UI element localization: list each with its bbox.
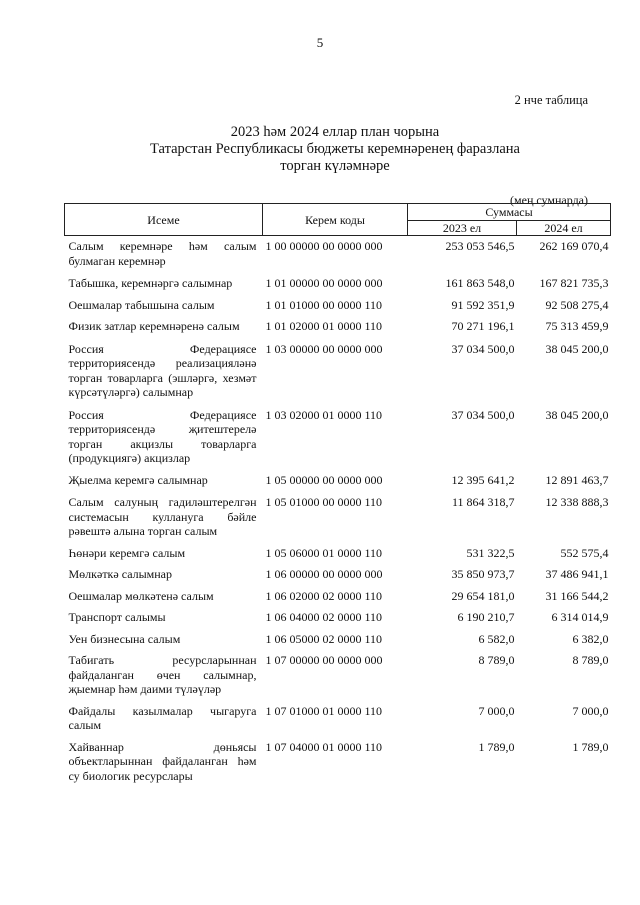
table-row xyxy=(65,236,611,269)
row-code: 1 06 00000 00 0000 000 xyxy=(265,567,383,581)
table-row xyxy=(65,312,611,334)
row-name: Оешмалар мөлкәтенә салым xyxy=(68,588,214,603)
row-name: Россия Федерациясе территориясендә җитештерелә торган акцизлы товарларга (продукциягә) акцизлар xyxy=(68,407,257,465)
row-value-2023: 1 789,0 xyxy=(478,739,515,754)
row-code: 1 06 02000 02 0000 110 xyxy=(265,588,383,603)
row-value-2024: 12 338 888,3 xyxy=(545,495,609,509)
row-code: 1 05 06000 01 0000 110 xyxy=(265,545,383,560)
row-name: Уен бизнесына салым xyxy=(68,631,181,646)
row-name: Һөнәри керемгә салым xyxy=(68,545,186,560)
row-name: Транспорт салымы xyxy=(68,610,166,624)
row-value-2024: 38 045 200,0 xyxy=(545,407,609,422)
row-value-2023: 161 863 548,0 xyxy=(445,276,515,290)
row-code: 1 05 00000 00 0000 000 xyxy=(265,472,383,487)
row-value-2024: 31 166 544,2 xyxy=(545,588,609,603)
document-title xyxy=(60,124,610,175)
row-value-2023: 8 789,0 xyxy=(478,653,515,667)
row-value-2023: 253 053 546,5 xyxy=(445,239,515,253)
row-name: Салым керемнәре һәм салым булмаган керемнәр xyxy=(68,239,257,268)
revenue-table xyxy=(64,203,611,783)
row-value-2024: 75 313 459,9 xyxy=(545,319,609,333)
row-name: Табышка, керемнәргә салымнар xyxy=(68,276,233,290)
table-row xyxy=(65,539,611,561)
row-value-2023: 70 271 196,1 xyxy=(451,319,515,333)
header-name: Исеме xyxy=(65,204,263,236)
row-value-2024: 1 789,0 xyxy=(572,739,609,754)
table-row xyxy=(65,625,611,647)
row-value-2024: 12 891 463,7 xyxy=(545,472,609,487)
row-value-2023: 531 322,5 xyxy=(466,545,515,560)
row-name: Россия Федерациясе территориясендә реализацияләнә торган товарларга (эшләргә, хезмәт күрсәтүләргә) салымнар xyxy=(68,341,257,399)
table-row xyxy=(65,582,611,604)
table-row xyxy=(65,603,611,625)
units-label: (мең сумнарда) xyxy=(510,193,588,207)
row-value-2024: 8 789,0 xyxy=(572,653,609,667)
table-row xyxy=(65,334,611,400)
row-code: 1 05 01000 00 0000 110 xyxy=(265,495,383,509)
row-value-2024: 6 314 014,9 xyxy=(551,610,609,624)
header-code: Керем коды xyxy=(263,204,408,236)
row-value-2024: 167 821 735,3 xyxy=(539,276,609,290)
row-value-2023: 6 190 210,7 xyxy=(457,610,515,624)
row-code: 1 06 05000 02 0000 110 xyxy=(265,631,383,646)
row-code: 1 03 00000 00 0000 000 xyxy=(265,341,383,356)
table-row xyxy=(65,291,611,313)
row-name: Табигать ресурсларыннан файдаланган өчен салымнар, җыемнар һәм даими түләүләр xyxy=(68,653,257,696)
row-value-2023: 91 592 351,9 xyxy=(451,297,515,312)
row-value-2023: 11 864 318,7 xyxy=(451,495,515,509)
table-body xyxy=(65,236,611,784)
row-code: 1 00 00000 00 0000 000 xyxy=(265,239,383,253)
row-name: Физик затлар керемнәренә салым xyxy=(68,319,240,333)
header-year-2024: 2024 ел xyxy=(517,221,611,236)
row-value-2024: 262 169 070,4 xyxy=(539,239,609,253)
row-value-2023: 35 850 973,7 xyxy=(451,567,515,581)
row-value-2023: 37 034 500,0 xyxy=(451,407,515,422)
row-value-2023: 29 654 181,0 xyxy=(451,588,515,603)
row-name: Оешмалар табышына салым xyxy=(68,297,215,312)
row-code: 1 01 02000 01 0000 110 xyxy=(265,319,383,333)
page-number: 5 xyxy=(316,35,324,50)
row-value-2023: 12 395 641,2 xyxy=(451,472,515,487)
table-row xyxy=(65,400,611,466)
row-name: Хайваннар дөньясы объектларыннан файдаланган һәм су биологик ресурслары xyxy=(68,739,257,783)
row-value-2024: 7 000,0 xyxy=(572,703,609,718)
title-line: 2023 һәм 2024 еллар план чорына xyxy=(230,124,440,140)
table-row xyxy=(65,560,611,582)
row-name: Җыелма керемгә салымнар xyxy=(68,472,208,487)
row-value-2023: 37 034 500,0 xyxy=(451,341,515,356)
row-name: Файдалы казылмалар чыгаруга салым xyxy=(68,703,257,732)
row-code: 1 07 01000 01 0000 110 xyxy=(265,703,383,718)
title-line: Татарстан Республикасы бюджеты керемнәренең фаразлана xyxy=(150,141,520,157)
table-label: 2 нче таблица xyxy=(514,93,588,107)
header-sums: Суммасы xyxy=(408,204,611,221)
title-line: торган күләмнәре xyxy=(280,158,390,174)
row-value-2024: 38 045 200,0 xyxy=(545,341,609,356)
row-value-2024: 92 508 275,4 xyxy=(545,297,609,312)
row-code: 1 01 01000 00 0000 110 xyxy=(265,297,383,312)
table-row xyxy=(65,733,611,784)
row-code: 1 07 04000 01 0000 110 xyxy=(265,739,383,754)
row-code: 1 03 02000 01 0000 110 xyxy=(265,407,383,422)
row-code: 1 07 00000 00 0000 000 xyxy=(265,653,383,667)
table-row xyxy=(65,646,611,697)
table-row xyxy=(65,487,611,539)
row-code: 1 06 04000 02 0000 110 xyxy=(265,610,383,624)
row-value-2024: 552 575,4 xyxy=(560,545,609,560)
row-value-2024: 6 382,0 xyxy=(572,631,609,646)
table-row xyxy=(65,697,611,733)
header-year-2023: 2023 ел xyxy=(408,221,517,236)
row-value-2023: 6 582,0 xyxy=(478,631,515,646)
row-name: Салым салуның гадиләштерелгән системасын куллануга бәйле рәвештә алына торган салым xyxy=(68,495,257,538)
table-row xyxy=(65,466,611,488)
row-code: 1 01 00000 00 0000 000 xyxy=(265,276,383,290)
row-value-2024: 37 486 941,1 xyxy=(545,567,609,581)
table-row xyxy=(65,268,611,291)
row-name: Мөлкәткә салымнар xyxy=(68,567,173,581)
row-value-2023: 7 000,0 xyxy=(478,703,515,718)
